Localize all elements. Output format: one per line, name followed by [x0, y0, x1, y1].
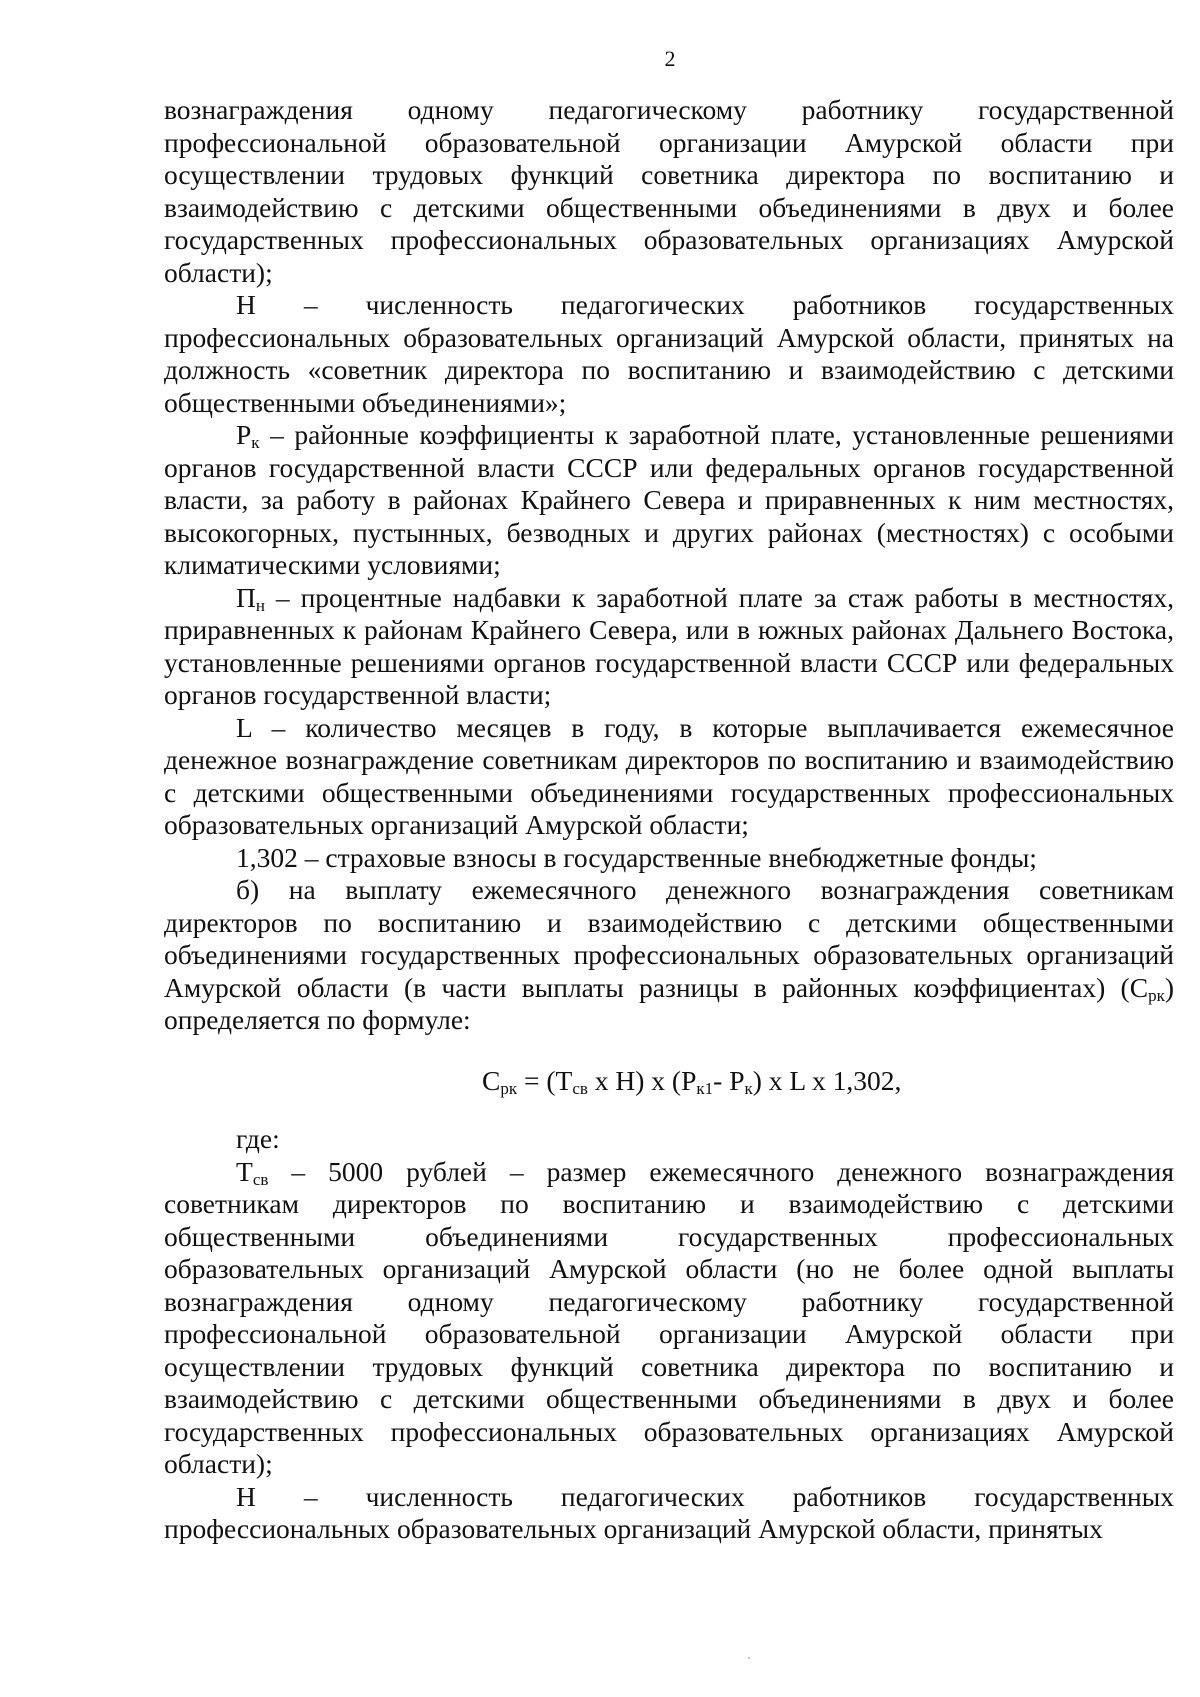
paragraph-headcount-definition: Н – численность педагогических работников государственных профессиональных образовательных организаций Амурской области, принятых на должность «советник директора по воспитанию и взаимодействию с детскими общественными объединениями»; — [164, 289, 1174, 418]
paragraph-headcount-definition-repeat: Н – численность педагогических работников государственных профессиональных образовательных организаций Амурской области, принятых — [164, 1480, 1174, 1544]
definition-text: – процентные надбавки к заработной плате за стаж работы в местностях, приравненных к районам Крайнего Севера, или в южных районах Дальнего Востока, установленные решениями органов государственной власти СССР или федеральных органов государственной власти; — [164, 581, 1174, 710]
formula: $С_{рк} = (Т_{св}$ х Н) х ($Р_{к1}-$ $Р_к$) х L х 1,302, — [482, 1064, 902, 1098]
symbol-pn: $П_н$ — [236, 581, 265, 615]
paragraph-item-b: б) на выплату ежемесячного денежного вознаграждения советникам директоров по воспитанию и взаимодействию с детскими общественными объединениями государственных профессиональных образовательных организаций Амурской области (в части выплаты разницы в районных коэффициентах) $(С_{рк})$ определяется по формуле: — [164, 874, 1174, 1035]
definition-text: – районные коэффициенты к заработной плате, установленные решениями органов государственной власти СССР или федеральных органов государственной власти, за работу в районах Крайнего Севера и приравненных к ним местностях, высокогорных, пустынных, безводных и других районах (местностях) с особыми климатическими условиями; — [164, 419, 1174, 580]
document-body — [164, 94, 1174, 1546]
where-label: где: — [236, 1123, 280, 1154]
paragraph-insurance-rate: 1,302 – страховые взносы в государственные внебюджетные фонды; — [236, 841, 1037, 873]
paragraph-award-limit: вознаграждения одному педагогическому работнику государственной профессиональной образовательной организации Амурской области при осуществлении трудовых функций советника директора по воспитанию и взаимодействию с детскими общественными объединениями в двух и более государственных профессиональных образовательных организациях Амурской области); — [164, 94, 1174, 288]
paragraph-months-count: L – количество месяцев в году, в которые выплачивается ежемесячное денежное вознаграждение советникам директоров по воспитанию и взаимодействию с детскими общественными объединениями государственных профессиональных образовательных организаций Амурской области; — [164, 711, 1174, 840]
symbol-rk: $Р_к$ — [236, 419, 260, 452]
definition-text: – 5000 рублей – размер ежемесячного денежного вознаграждения советникам директоров по воспитанию и взаимодействию с детскими общественными объединениями государственных профессиональных образовательных организаций Амурской области (но не более одной выплаты вознаграждения одному педагогическому работнику государственной профессиональной образовательной организации Амурской области при осуществлении трудовых функций советника директора по воспитанию и взаимодействию с детскими общественными объединениями в двух и более государственных профессиональных образовательных организациях Амурской области); — [164, 1155, 1174, 1479]
paragraph-tsv-definition — [164, 1156, 1174, 1481]
page-number: 2 — [664, 46, 676, 71]
scan-speck — [748, 1657, 750, 1659]
paragraph-regional-coefficient — [164, 419, 1174, 582]
paragraph-northern-allowance — [164, 582, 1174, 712]
symbol-tsv: $Т_{св}$ — [236, 1155, 269, 1189]
